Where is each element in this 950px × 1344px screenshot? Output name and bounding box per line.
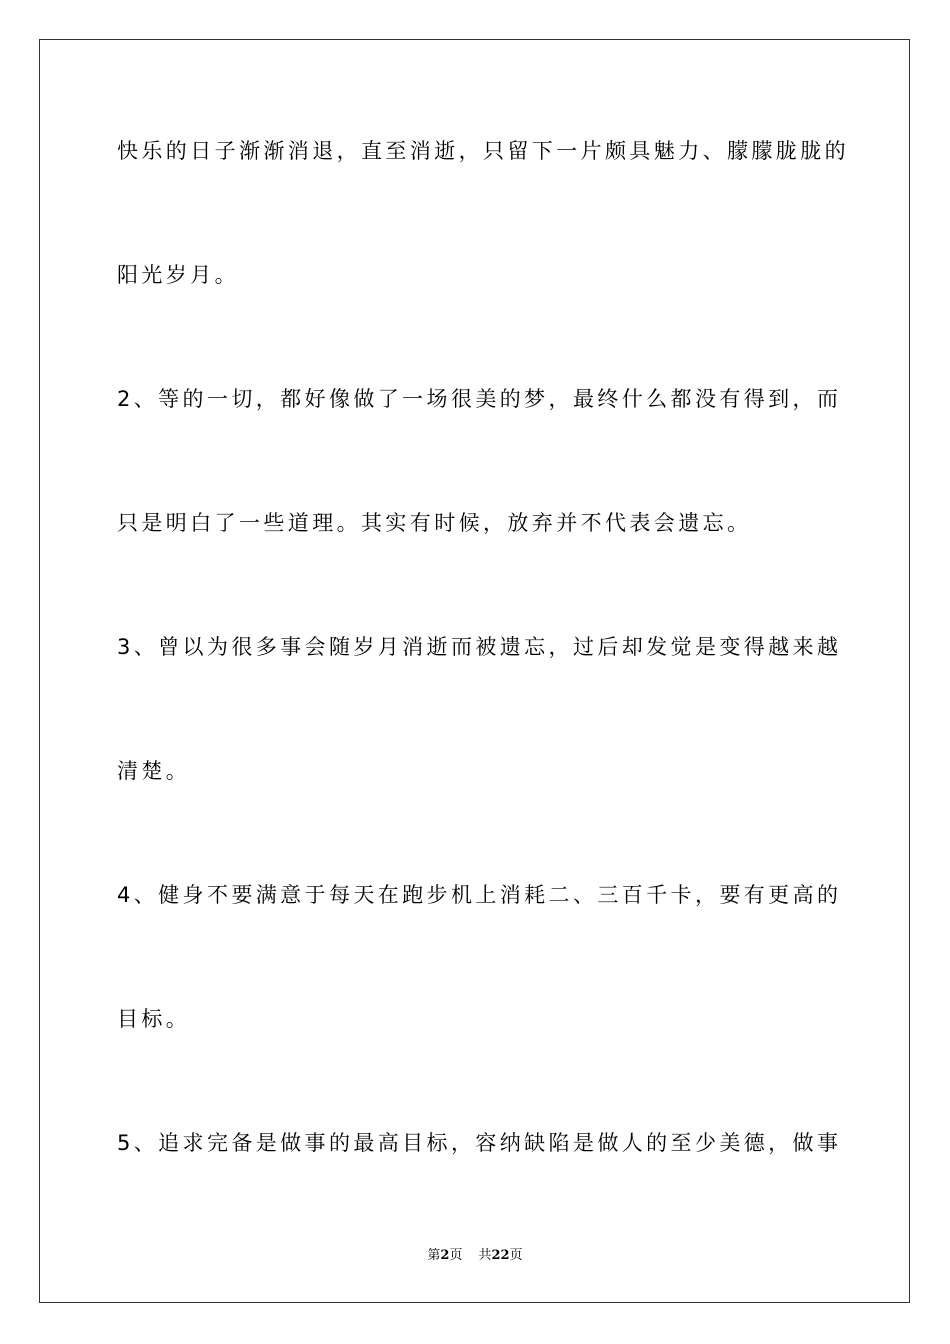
- total-prefix: 共: [478, 1248, 492, 1263]
- text-line-9: 5、追求完备是做事的最高目标，容纳缺陷是做人的至少美德，做事: [117, 1131, 842, 1155]
- text-line-2: 阳光岁月。: [117, 263, 239, 287]
- page-border: [39, 39, 910, 1303]
- text-line-4: 只是明白了一些道理。其实有时候，放弃并不代表会遗忘。: [117, 511, 752, 535]
- text-line-5: 3、曾以为很多事会随岁月消逝而被遗忘，过后却发觉是变得越来越: [117, 635, 842, 659]
- page-footer: [0, 1247, 950, 1265]
- text-line-7: 4、健身不要满意于每天在跑步机上消耗二、三百千卡，要有更高的: [117, 883, 842, 907]
- text-line-3: 2、等的一切，都好像做了一场很美的梦，最终什么都没有得到，而: [117, 387, 842, 411]
- page-indicator: [427, 1248, 462, 1263]
- page-number: 2: [440, 1248, 450, 1263]
- text-line-8: 目标。: [117, 1007, 191, 1031]
- text-line-1: 快乐的日子渐渐消退，直至消逝，只留下一片颇具魅力、朦朦胧胧的: [117, 139, 849, 163]
- page-suffix: 页: [449, 1248, 463, 1263]
- total-indicator: [478, 1248, 522, 1263]
- page-prefix: 第: [427, 1248, 441, 1263]
- text-line-6: 清楚。: [117, 759, 191, 783]
- total-suffix: 页: [509, 1248, 523, 1263]
- total-pages: 22: [491, 1248, 510, 1263]
